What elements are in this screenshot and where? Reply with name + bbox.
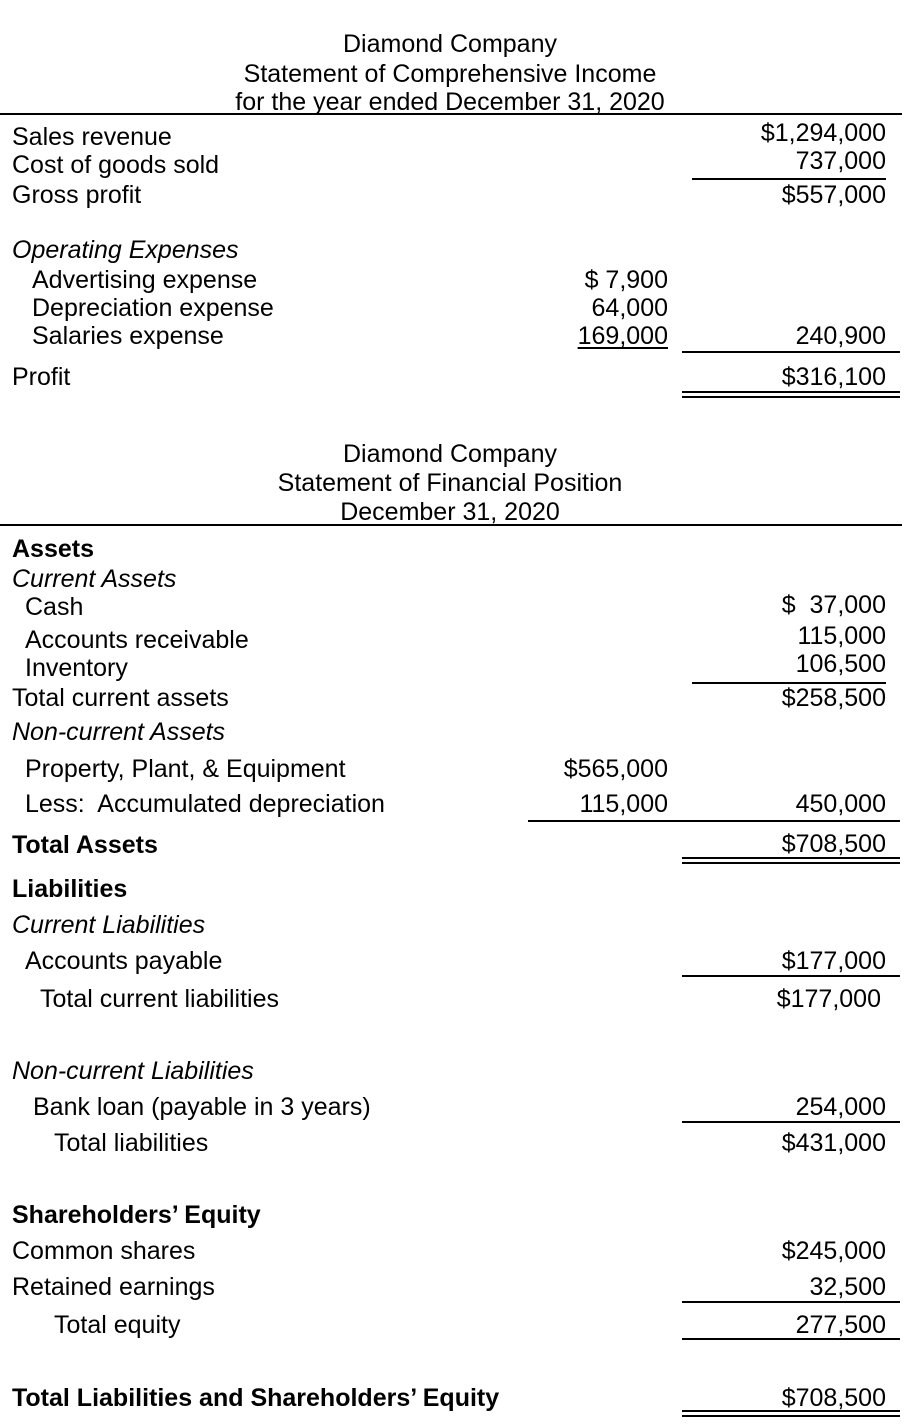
retained-earnings-value: 32,500 <box>809 1273 886 1301</box>
income-period: for the year ended December 31, 2020 <box>235 88 665 116</box>
accounts-receivable-label: Accounts receivable <box>25 626 249 654</box>
total-liabilities-label: Total liabilities <box>54 1129 209 1157</box>
profit-label: Profit <box>12 363 71 391</box>
subtotal-rule <box>682 975 900 977</box>
inventory-value: 106,500 <box>795 650 886 678</box>
common-shares-value: $245,000 <box>781 1237 886 1265</box>
inventory-label: Inventory <box>25 654 128 682</box>
common-shares-label: Common shares <box>12 1237 196 1265</box>
accounts-payable-value: $177,000 <box>781 947 886 975</box>
gross-profit-value: $557,000 <box>781 181 886 209</box>
ppe-value: $565,000 <box>563 755 668 783</box>
total-equity-value: 277,500 <box>795 1311 886 1339</box>
retained-earnings-label: Retained earnings <box>12 1273 215 1301</box>
current-assets-heading: Current Assets <box>12 565 177 593</box>
current-liabilities-heading: Current Liabilities <box>12 911 206 939</box>
equity-heading: Shareholders’ Equity <box>12 1201 261 1229</box>
advertising-label: Advertising expense <box>32 266 258 294</box>
total-opex-value: 240,900 <box>795 322 886 350</box>
bank-loan-value: 254,000 <box>795 1093 886 1121</box>
accounts-receivable-value: 115,000 <box>797 622 886 650</box>
accumulated-depreciation-label: Less: Accumulated depreciation <box>25 790 385 818</box>
header-rule <box>0 113 902 115</box>
total-equity-label: Total equity <box>54 1311 181 1339</box>
subtotal-rule <box>682 1301 900 1303</box>
noncurrent-liabilities-heading: Non-current Liabilities <box>12 1057 254 1085</box>
liabilities-heading: Liabilities <box>12 875 128 903</box>
subtotal-rule <box>692 178 886 180</box>
total-liabilities-value: $431,000 <box>781 1129 886 1157</box>
subtotal-rule <box>682 1338 900 1340</box>
subtotal-rule <box>682 1121 900 1123</box>
ppe-label: Property, Plant, & Equipment <box>25 755 346 783</box>
cash-value: $ 37,000 <box>781 591 886 619</box>
salaries-value: 169,000 <box>577 322 668 350</box>
depreciation-label: Depreciation expense <box>32 294 274 322</box>
profit-value: $316,100 <box>781 363 886 391</box>
sales-revenue-value: $1,294,000 <box>760 119 886 147</box>
double-rule <box>682 1410 900 1417</box>
cogs-value: 737,000 <box>795 147 886 175</box>
opex-heading: Operating Expenses <box>12 236 239 264</box>
total-assets-value: $708,500 <box>781 830 886 858</box>
subtotal-rule <box>528 820 900 822</box>
total-assets-label: Total Assets <box>12 831 158 859</box>
total-current-liabilities-label: Total current liabilities <box>40 985 279 1013</box>
noncurrent-assets-heading: Non-current Assets <box>12 718 226 746</box>
balance-date: December 31, 2020 <box>340 498 560 526</box>
accounts-payable-label: Accounts payable <box>25 947 223 975</box>
net-ppe-value: 450,000 <box>795 790 886 818</box>
cogs-label: Cost of goods sold <box>12 151 220 179</box>
total-liabilities-equity-label: Total Liabilities and Shareholders’ Equity <box>12 1384 500 1412</box>
bank-loan-label: Bank loan (payable in 3 years) <box>33 1093 371 1121</box>
salaries-label: Salaries expense <box>32 322 224 350</box>
depreciation-value: 64,000 <box>591 294 668 322</box>
total-current-assets-label: Total current assets <box>12 684 229 712</box>
total-liabilities-equity-value: $708,500 <box>781 1384 886 1412</box>
gross-profit-label: Gross profit <box>12 181 142 209</box>
sales-revenue-label: Sales revenue <box>12 123 172 151</box>
double-rule <box>682 391 900 398</box>
balance-subtitle: Statement of Financial Position <box>277 469 623 497</box>
accumulated-depreciation-value: 115,000 <box>579 790 668 818</box>
cash-label: Cash <box>25 593 84 621</box>
balance-title: Diamond Company <box>343 440 557 468</box>
income-title: Diamond Company <box>343 30 557 58</box>
subtotal-rule <box>682 351 900 353</box>
total-current-assets-value: $258,500 <box>781 684 886 712</box>
income-subtitle: Statement of Comprehensive Income <box>243 60 657 88</box>
advertising-value: $ 7,900 <box>584 266 668 294</box>
double-rule <box>682 857 900 864</box>
header-rule <box>0 524 902 526</box>
assets-heading: Assets <box>12 535 94 563</box>
total-current-liabilities-value: $177,000 <box>776 985 881 1013</box>
